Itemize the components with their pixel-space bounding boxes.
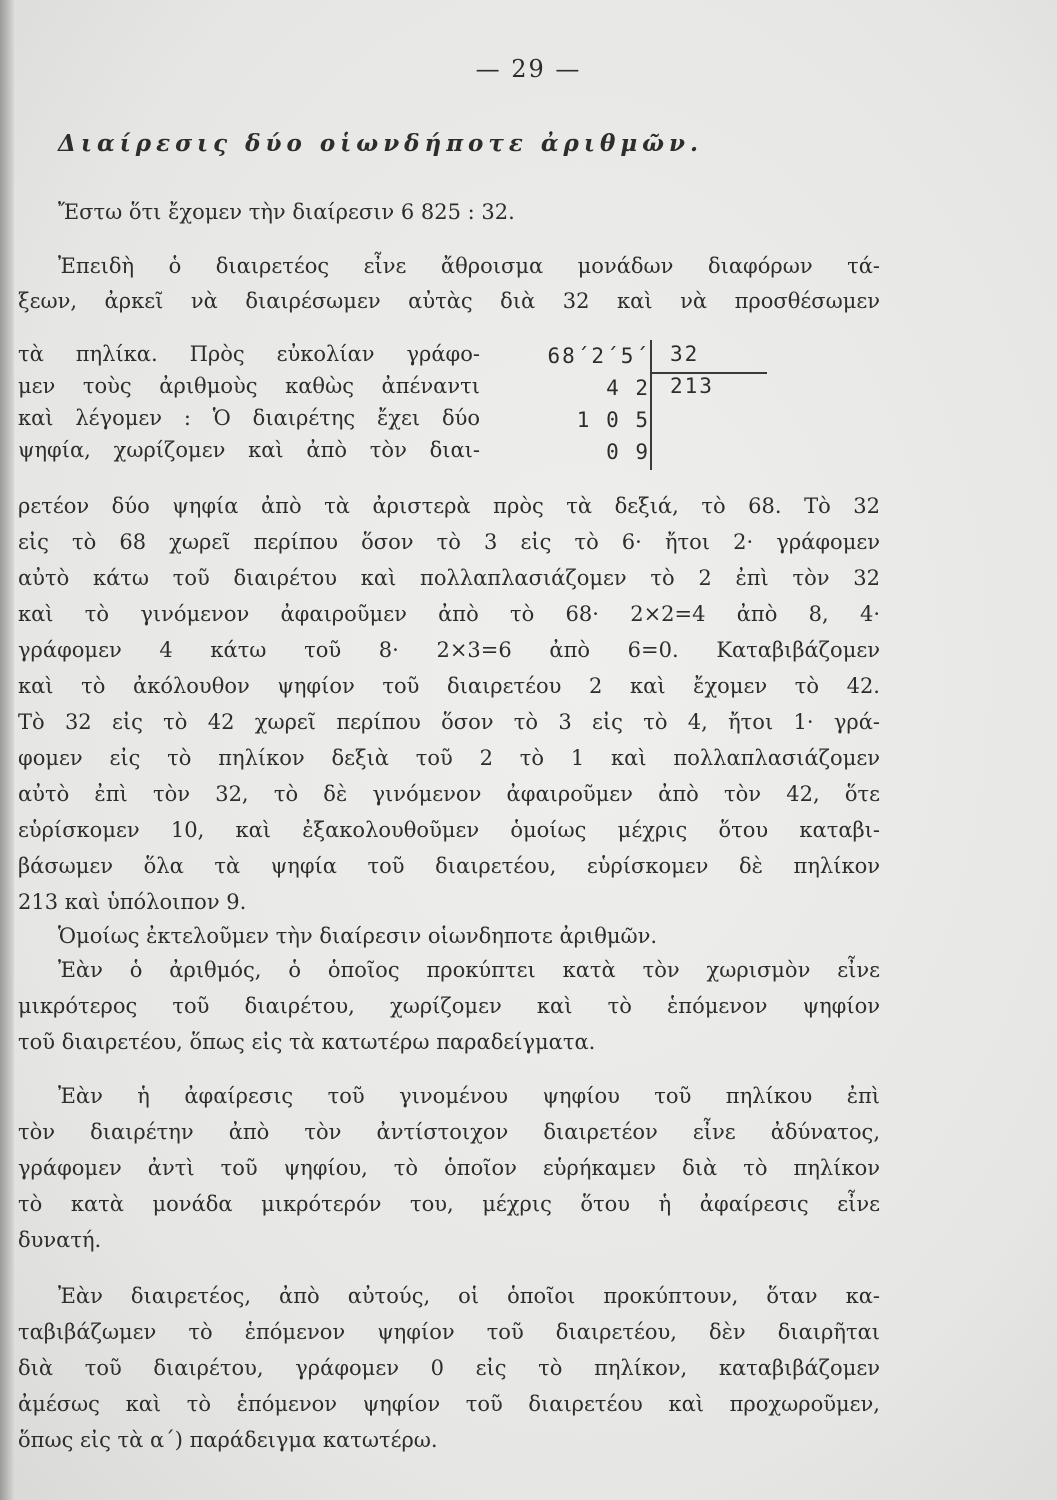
text-line: Ἐπειδὴ ὁ διαιρετέος εἶνε ἄθροισμα μονάδων διαφόρων τά- xyxy=(58,254,880,278)
text-line: ρετέον δύο ψηφία ἀπὸ τὰ ἀριστερὰ πρὸς τὰ δεξιά, τὸ 68. Τὸ 32 xyxy=(18,494,880,518)
text-line: εἰς τὸ 68 χωρεῖ περίπου ὅσον τὸ 3 εἰς τὸ 6· ἤτοι 2· γράφομεν xyxy=(18,530,880,554)
text-line: αὐτὸ ἐπὶ τὸν 32, τὸ δὲ γινόμενον ἀφαιροῦμεν ἀπὸ τὸν 42, ὅτε xyxy=(18,782,880,806)
division-row: 0 9 xyxy=(606,440,650,464)
text-line: τοῦ διαιρετέου, ὅπως εἰς τὰ κατωτέρω παραδείγματα. xyxy=(18,1030,596,1054)
text-line: Ἐὰν διαιρετέος, ἀπὸ αὐτούς, οἱ ὁποῖοι προκύπτουν, ὅταν κα- xyxy=(58,1284,880,1308)
text-line: καὶ λέγομεν : Ὁ διαιρέτης ἔχει δύο xyxy=(18,406,480,430)
page-number: — 29 — xyxy=(475,55,582,83)
text-line: ψηφία, χωρίζομεν καὶ ἀπὸ τὸν διαι- xyxy=(18,438,480,462)
text-line: ὅπως εἰς τὰ α΄) παράδειγμα κατωτέρω. xyxy=(18,1428,438,1452)
text-line: Ὁμοίως ἐκτελοῦμεν τὴν διαίρεσιν οἱωνδηποτε ἀριθμῶν. xyxy=(58,924,658,948)
text-line: ξεων, ἀρκεῖ νὰ διαιρέσωμεν αὐτὰς διὰ 32 καὶ νὰ προσθέσωμεν xyxy=(18,289,880,313)
text-line: 213 καὶ ὑπόλοιπον 9. xyxy=(18,890,247,914)
text-line: ταβιβάζωμεν τὸ ἑπόμενον ψηφίον τοῦ διαιρετέου, δὲν διαιρῆται xyxy=(18,1320,880,1344)
division-dividend-rows xyxy=(540,340,650,468)
text-line: βάσωμεν ὅλα τὰ ψηφία τοῦ διαιρετέου, εὑρίσκομεν δὲ πηλίκον xyxy=(18,854,880,878)
text-line: καὶ τὸ γινόμενον ἀφαιροῦμεν ἀπὸ τὸ 68· 2×2=4 ἀπὸ 8, 4· xyxy=(18,602,880,626)
text-line: καὶ τὸ ἀκόλουθον ψηφίον τοῦ διαιρετέου 2 καὶ ἔχομεν τὸ 42. xyxy=(18,674,880,698)
division-divisor: 32 xyxy=(670,342,700,366)
division-vertical-rule xyxy=(650,340,652,470)
text-line: Τὸ 32 εἰς τὸ 42 χωρεῖ περίπου ὅσον τὸ 3 εἰς τὸ 4, ἤτοι 1· γρά- xyxy=(18,710,880,734)
text-line: μικρότερος τοῦ διαιρέτου, χωρίζομεν καὶ τὸ ἑπόμενον ψηφίον xyxy=(18,994,880,1018)
text-line: Ἐὰν ὁ ἀριθμός, ὁ ὁποῖος προκύπτει κατὰ τὸν χωρισμὸν εἶνε xyxy=(58,958,880,982)
text-line: φομεν εἰς τὸ πηλίκον δεξιὰ τοῦ 2 τὸ 1 καὶ πολλαπλασιάζομεν xyxy=(18,746,880,770)
long-division-work xyxy=(540,340,780,475)
text-line: μεν τοὺς ἀριθμοὺς καθὼς ἀπέναντι xyxy=(18,374,480,398)
text-line: τὸ κατὰ μονάδα μικρότερόν του, μέχρις ὅτου ἡ ἀφαίρεσις εἶνε xyxy=(18,1192,880,1216)
intro-line: Ἔστω ὅτι ἔχομεν τὴν διαίρεσιν 6 825 : 32. xyxy=(58,200,515,224)
page-gutter xyxy=(0,0,14,1500)
division-row: 68΄2΄5΄ xyxy=(547,344,650,368)
text-line: διὰ τοῦ διαιρέτου, γράφομεν 0 εἰς τὸ πηλίκον, καταβιβάζομεν xyxy=(18,1356,880,1380)
division-row: 1 0 5 xyxy=(576,408,650,432)
text-line: Ἐὰν ἡ ἀφαίρεσις τοῦ γινομένου ψηφίου τοῦ πηλίκου ἐπὶ xyxy=(58,1084,880,1108)
text-line: ἀμέσως καὶ τὸ ἑπόμενον ψηφίον τοῦ διαιρετέου καὶ προχωροῦμεν, xyxy=(18,1392,880,1416)
text-line: γράφομεν 4 κάτω τοῦ 8· 2×3=6 ἀπὸ 6=0. Καταβιβάζομεν xyxy=(18,638,880,662)
text-line: δυνατή. xyxy=(18,1228,102,1252)
text-line: τὰ πηλίκα. Πρὸς εὐκολίαν γράφο- xyxy=(18,342,480,366)
text-line: τὸν διαιρέτην ἀπὸ τὸν ἀντίστοιχον διαιρετέον εἶνε ἀδύνατος, xyxy=(18,1120,880,1144)
text-line: αὐτὸ κάτω τοῦ διαιρέτου καὶ πολλαπλασιάζομεν τὸ 2 ἐπὶ τὸν 32 xyxy=(18,566,880,590)
division-row: 4 2 xyxy=(606,376,650,400)
section-heading: Διαίρεσις δύο οἱωνδήποτε ἀριθμῶν. xyxy=(58,130,704,157)
division-quotient: 213 xyxy=(670,374,714,398)
text-line: γράφομεν ἀντὶ τοῦ ψηφίου, τὸ ὁποῖον εὑρήκαμεν διὰ τὸ πηλίκον xyxy=(18,1156,880,1180)
text-line: εὑρίσκομεν 10, καὶ ἐξακολουθοῦμεν ὁμοίως μέχρις ὅτου καταβι- xyxy=(18,818,880,842)
